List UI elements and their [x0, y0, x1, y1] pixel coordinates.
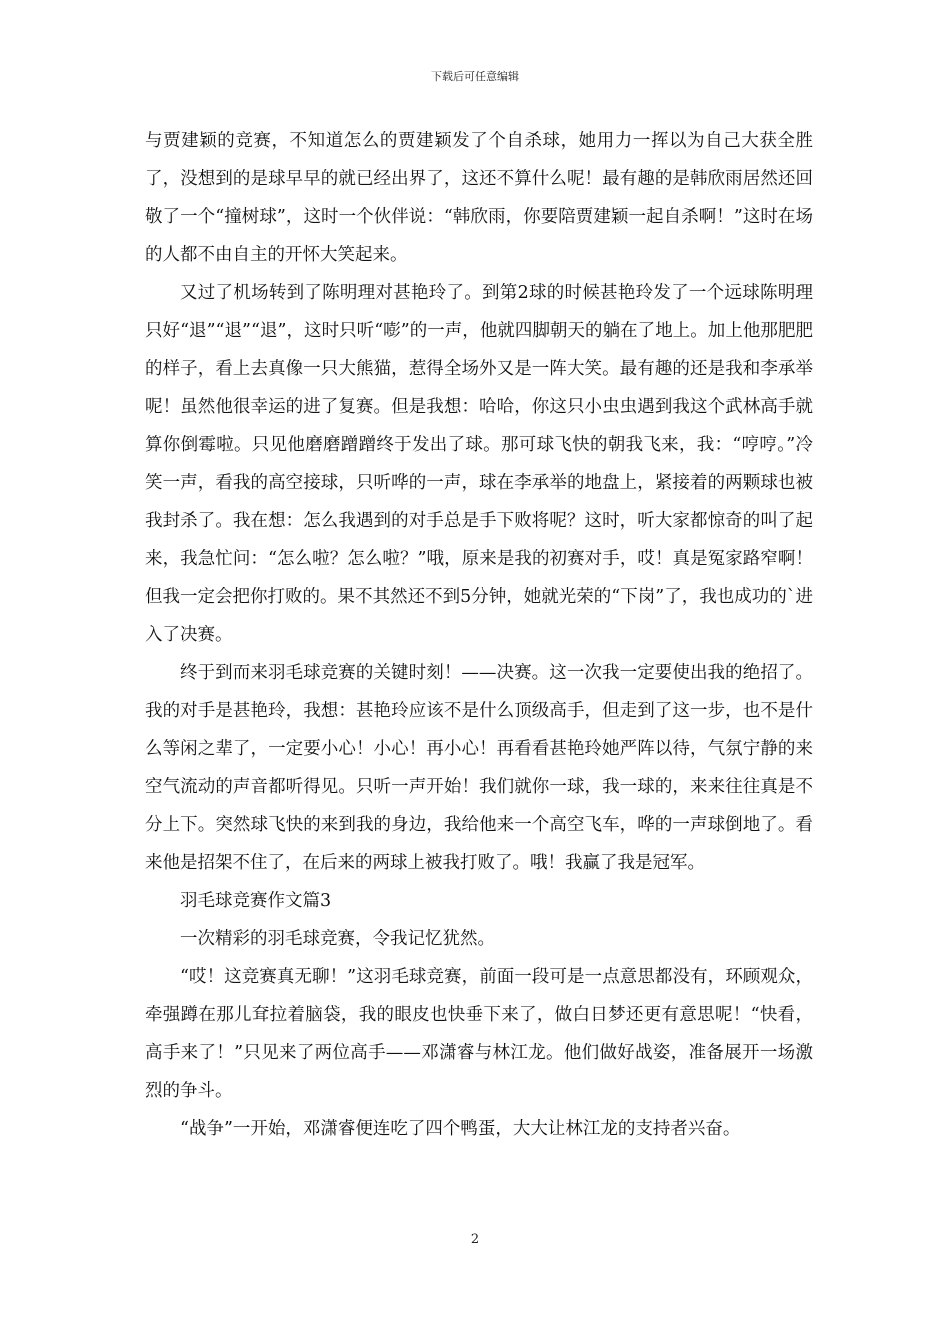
paragraph: “战争”一开始，邓潇睿便连吃了四个鸭蛋，大大让林江龙的支持者兴奋。 [180, 1119, 741, 1139]
paragraph: 与贾建颖的竞赛，不知道怎么的贾建颖发了个自杀球，她用力一挥以为自己大获全胜了，没想到的是球早早的就已经出界了，这还不算什么呢！最有趣的是韩欣雨居然还回敬了一个“撞树球”，这时一个伙伴说：“韩欣雨，你要陪贾建颖一起自杀啊！”这时在场的人都不由自主的开怀大笑起来。 [145, 131, 813, 265]
paragraph: 一次精彩的羽毛球竞赛，令我记忆犹然。 [180, 929, 495, 949]
page-number: 2 [470, 1232, 480, 1247]
paragraph: “哎！这竞赛真无聊！”这羽毛球竞赛，前面一段可是一点意思都没有，环顾观众，牵强蹲在那儿耷拉着脑袋，我的眼皮也快垂下来了，做白日梦还更有意思呢！“快看，高手来了！”只见来了两位高手——邓潇睿与林江龙。他们做好战姿，准备展开一场激烈的争斗。 [145, 967, 813, 1101]
page-header: 下载后可任意编辑 [431, 70, 519, 83]
paragraph: 又过了机场转到了陈明理对甚艳玲了。到第2球的时候甚艳玲发了一个远球陈明理只好“退”“退”“退”，这时只听“嘭”的一声，他就四脚朝天的躺在了地上。加上他那肥肥的样子，看上去真像一只大熊猫，惹得全场外又是一阵大笑。最有趣的还是我和李承举呢！虽然他很幸运的进了复赛。但是我想：哈哈，你这只小虫虫遇到我这个武林高手就算你倒霉啦。只见他磨磨蹭蹭终于发出了球。那可球飞快的朝我飞来，我：“哼哼。”冷笑一声，看我的高空接球，只听哗的一声，球在李承举的地盘上，紧接着的两颗球也被我封杀了。我在想：怎么我遇到的对手总是手下败将呢？这时，听大家都惊奇的叫了起来，我急忙问：“怎么啦？怎么啦？”哦，原来是我的初赛对手，哎！真是冤家路窄啊！但我一定会把你打败的。果不其然还不到5分钟，她就光荣的“下岗”了，我也成功的`进入了决赛。 [145, 283, 813, 645]
section-heading: 羽毛球竞赛作文篇3 [180, 891, 332, 911]
document-body [145, 122, 813, 1148]
paragraph: 终于到而来羽毛球竞赛的关键时刻！——决赛。这一次我一定要使出我的绝招了。我的对手是甚艳玲，我想：甚艳玲应该不是什么顶级高手，但走到了这一步，也不是什么等闲之辈了，一定要小心！小心！再小心！再看看甚艳玲她严阵以待，气氛宁静的来空气流动的声音都听得见。只听一声开始！我们就你一球，我一球的，来来往往真是不分上下。突然球飞快的来到我的身边，我给他来一个高空飞车，哗的一声球倒地了。看来他是招架不住了，在后来的两球上被我打败了。哦！我赢了我是冠军。 [145, 663, 813, 873]
